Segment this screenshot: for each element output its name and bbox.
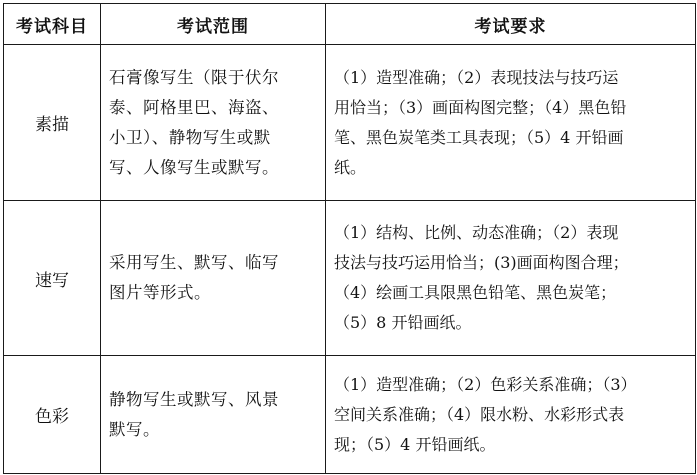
header-scope: 考试范围	[101, 4, 326, 45]
requirement-line: 笔、黑色炭笔类工具表现；（5）4 开铅画	[334, 127, 624, 147]
exam-requirements-table	[3, 3, 696, 474]
requirement-line: （1）造型准确；（2）表现技法与技巧运	[334, 67, 619, 87]
header-row	[4, 4, 696, 45]
table-row-sketch	[4, 45, 696, 201]
header-requirements: 考试要求	[326, 4, 696, 45]
requirement-line: （5）8 开铅画纸。	[334, 313, 472, 332]
scope-line: 采用写生、默写、临写	[109, 253, 279, 272]
table-row-quick-sketch	[4, 201, 696, 356]
subject-cell: 色彩	[4, 356, 101, 474]
requirements-cell	[326, 201, 696, 356]
scope-line: 小卫）、静物写生或默	[109, 127, 271, 147]
scope-cell	[101, 201, 326, 356]
scope-line: 图片等形式。	[109, 283, 211, 302]
requirement-line: 用恰当；（3）画面构图完整；（4）黑色铅	[334, 97, 627, 117]
requirement-line: 纸。	[334, 157, 367, 177]
requirement-line: （1）结构、比例、动态准确；（2）表现	[334, 223, 619, 242]
requirement-line: 技法与技巧运用恰当；(3)画面构图合理；	[334, 253, 629, 272]
requirements-cell	[326, 45, 696, 201]
subject-cell: 速写	[4, 201, 101, 356]
requirements-cell	[326, 356, 696, 474]
scope-cell	[101, 356, 326, 474]
header-subject: 考试科目	[4, 4, 101, 45]
scope-line: 静物写生或默写、风景	[109, 389, 279, 409]
subject-cell: 素描	[4, 45, 101, 201]
scope-line: 默写。	[109, 419, 160, 439]
scope-line: 写、人像写生或默写。	[109, 157, 279, 177]
scope-line: 石膏像写生（限于伏尔	[109, 67, 279, 87]
requirement-line: （1）造型准确；（2）色彩关系准确；（3）	[334, 374, 637, 394]
requirement-line: 空间关系准确；（4）限水粉、水彩形式表	[334, 404, 625, 424]
table-row-color	[4, 356, 696, 474]
requirement-line: 现；（5）4 开铅画纸。	[334, 434, 496, 454]
scope-line: 泰、阿格里巴、海盗、	[109, 97, 279, 117]
scope-cell	[101, 45, 326, 201]
requirement-line: （4）绘画工具限黑色铅笔、黑色炭笔；	[334, 283, 617, 302]
